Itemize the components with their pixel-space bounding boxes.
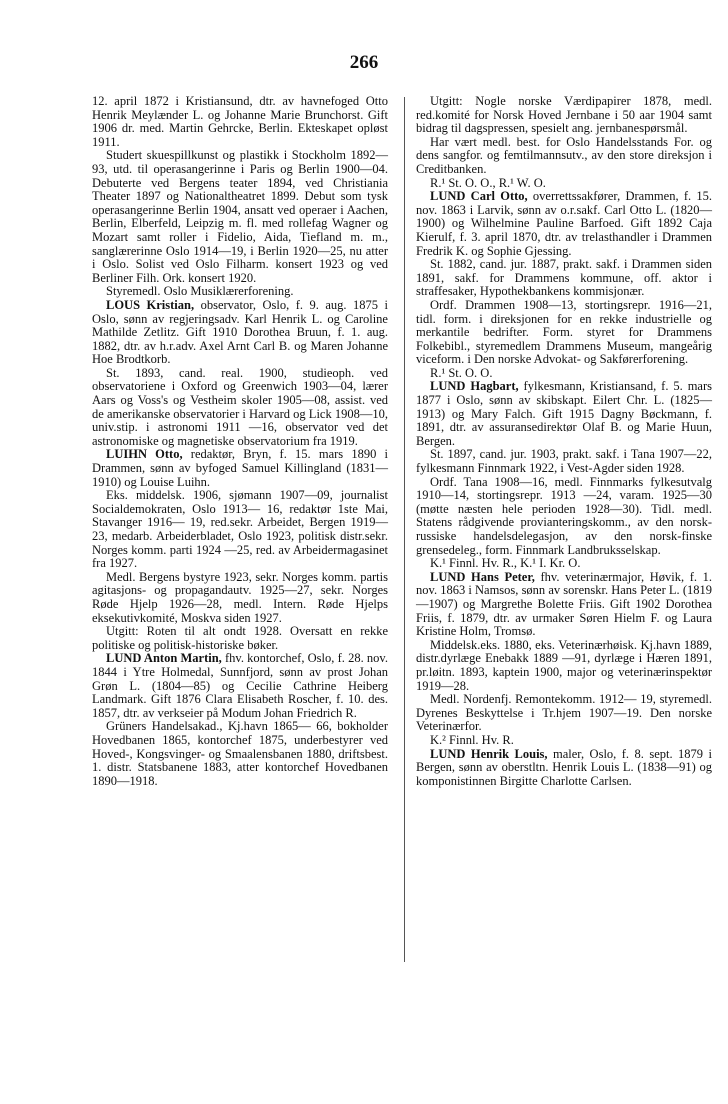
paragraph: Medl. Bergens bystyre 1923, sekr. Norges komm. partis agitasjons- og propagandautv. 1925—27, sekr. Norges Røde Hjelp 1926—28, medl. Intern. Røde Hjelps eksekutivkomité, Moskva siden 1927. [92, 569, 388, 625]
paragraph: Ordf. Tana 1908—16, medl. Finnmarks fylkesutvalg 1910—14, stortingsrepr. 1913 —24, varam. 1925—30 (møtte næsten hele perioden 1928—30). Tidl. medl. Statens rådgivende provianteringskomm., av den norsk-russiske handelsdelegasjon, av den norsk-finske grensedeleg., form. Finnmark Landbruksselskap. [416, 474, 712, 557]
paragraph: Eks. middelsk. 1906, sjømann 1907—09, journalist Socialdemokraten, Oslo 1913— 16, redaktør 1ste Mai, Stavanger 1916— 19, red.sekr. Arbeidet, Bergen 1919—23, medarb. Arbeiderbladet, Oslo 1923, politisk distr.sekr. Norges komm. parti 1924 —25, red. av Arbeidermagasinet fra 1927. [92, 488, 388, 571]
entry-text: fhv. veterinærmajor, Høvik, f. 1. nov. 1863 i Namsos, sønn av sorenskr. Hans Peter L. (1819 —1907) og Margrethe Bolette Friis. Gift 1902 Dorothea Friis, f. 1879, dtr. av urmaker Søren Hielm F. og Laura Kristine Holm, Tromsø. [416, 569, 712, 639]
paragraph: R.¹ St. O. O., R.¹ W. O. [430, 175, 546, 190]
paragraph: St. 1893, cand. real. 1900, studieoph. ved observatoriene i Oxford og Greenwich 1903—04, lærer Aars og Voss's og Vestheim skoler 1905—08, assist. ved de amerikanske observatorier i Harvard og Lick 1908—10, univ.stip. i astronomi 1911 —16, observator ved det astronomiske og magnetiske observatorium fra 1919. [92, 365, 388, 448]
paragraph: Grüners Handelsakad., Kj.havn 1865— 66, bokholder Hovedbanen 1865, kontorchef 1875, underbestyrer ved Hoved-, Kongsvinger- og Smaalensbanen 1880, driftsbest. 1. distr. Statsbanene 1883, atter kontorchef Hovedbanen 1890—1918. [92, 719, 388, 788]
biography-entry [92, 448, 388, 489]
entry-text: maler, Oslo, f. 8. sept. 1879 i Bergen, sønn av oberstltn. Henrik Louis L. (1838—91) og komponistinnen Birgitte Charlotte Carlsen. [416, 746, 712, 788]
paragraph: Styremedl. Oslo Musiklærerforening. [106, 284, 294, 299]
biography-entry [92, 652, 388, 720]
paragraph: Utgitt: Roten til alt ondt 1928. Oversatt en rekke politiske og politisk-historiske bøker. [92, 624, 388, 652]
paragraph: Har vært medl. best. for Oslo Handelsstands For. og dens sangfor. og femtilmannsutv., av den store direksjon i Creditbanken. [416, 134, 712, 176]
paragraph: Ordf. Drammen 1908—13, stortingsrepr. 1916—21, tidl. form. i direksjonen for en rekke industrielle og merkantile bedrifter. Form. styret for Drammens Folkebibl., styremedlem Drammens Museum, mangeårig viceform. i Den norske Advokat- og Sakførerforening. [416, 297, 712, 367]
biography-entry [416, 571, 712, 639]
entry-text: fylkesmann, Kristiansand, f. 5. mars 1877 i Oslo, sønn av skibskapt. Eilert Chr. L. (1825—1913) og Mary Falch. Gift 1915 Dagny Bøckmann, f. 1891, dtr. av assuransedirektør Olaf B. og Marie Huun, Bergen. [416, 379, 712, 448]
biography-entry [416, 190, 712, 258]
paragraph: Studert skuespillkunst og plastikk i Stockholm 1892—93, utd. til operasangerinne i Paris og Berlin 1900—04. Debuterte ved Bergens teater 1894, ved Christiania Theater 1897 og Nationaltheatret 1899. Debut som tysk operasangerinne Berlin 1904, ansatt ved operaer i Aachen, Berlin, Elberfeld, Leipzig m. fl. med rollefag Wagner og Mozart samt roller i Fidelio, Aida, Tiefland m. m., sanglærerinne Oslo 1914—19, i Berlin 1920—25, nu atter i Oslo. Solist ved Oslo Filharm. konsert 1923 og ved Berliner Filh. Ork. konsert 1920. [92, 148, 388, 285]
paragraph: K.¹ Finnl. Hv. R., K.¹ I. Kr. O. [430, 556, 581, 571]
column-divider [404, 97, 405, 962]
entry-text: observator, Oslo, f. 9. aug. 1875 i Oslo, sønn av regjeringsadv. Karl Henrik L. og Caroline Mathilde Zetlitz. Gift 1910 Dorothea Bruun, f. 1. aug. 1882, dtr. av h.r.adv. Axel Arnt Carl B. og Maren Johanne Hoe Brodtkorb. [92, 297, 388, 367]
entry-name: LUND Henrik Louis, [430, 746, 548, 761]
left-column [92, 95, 388, 788]
paragraph: Utgitt: Nogle norske Værdipapirer 1878, medl. red.komité for Norsk Hoved Jernbane i 50 aar 1904 samt bidrag til dagspressen, spesielt ang. jernbanespørsmål. [416, 94, 712, 136]
entry-text: redaktør, Bryn, f. 15. mars 1890 i Drammen, sønn av byfoged Samuel Killingland (1831—1910) og Louise Luihn. [92, 447, 388, 489]
entry-name: LUND Hans Peter, [430, 569, 535, 584]
biography-entry [416, 748, 712, 789]
continued-paragraph: 12. april 1872 i Kristiansund, dtr. av havnefoged Otto Henrik Meylænder L. og Johanne Marie Brunchorst. Gift 1906 dr. med. Martin Gehrcke, Berlin. Ekteskapet opløst 1911. [92, 94, 388, 149]
entry-name: LUND Anton Martin, [106, 651, 222, 666]
entry-text: overrettssakfører, Drammen, f. 15. nov. 1863 i Larvik, sønn av o.r.sakf. Carl Otto L. (1820—1900) og Wilhelmine Pauline Barfoed. Gift 1892 Caja Kierulf, f. 3. april 1870, dtr. av trelasthandler i Drammen Fredrik K. og Sophie Gjessing. [416, 189, 713, 258]
biography-entry [416, 380, 712, 448]
biography-entry [92, 299, 388, 367]
right-column [416, 95, 712, 788]
entry-name: LUIHN Otto, [106, 447, 183, 462]
entry-name: LUND Hagbart, [430, 379, 519, 394]
entry-name: LOUS Kristian, [106, 297, 195, 312]
paragraph: St. 1882, cand. jur. 1887, prakt. sakf. i Drammen siden 1891, sakf. for Drammens kommune, off. aktor i straffesaker, Hypothekbankens kommisjonær. [416, 257, 712, 299]
paragraph: R.¹ St. O. O. [430, 365, 493, 380]
paragraph: Medl. Nordenfj. Remontekomm. 1912— 19, styremedl. Dyrenes Beskyttelse i Tr.hjem 1907—19. Den norske Veterinærfor. [416, 692, 712, 734]
paragraph: Middelsk.eks. 1880, eks. Veterinærhøisk. Kj.havn 1889, distr.dyrlæge Enebakk 1889 —91, dyrlæge i Hæren 1891, pr.løitn. 1893, kaptein 1900, major og veterinærinspektør 1919—28. [416, 637, 712, 693]
entry-text: fhv. kontorchef, Oslo, f. 28. nov. 1844 i Ytre Holmedal, Sunnfjord, sønn av prost Johan Grøn L. (1804—85) og Cecilie Cathrine Heiberg Landmark. Gift 1876 Clara Elisabeth Roscher, f. 10. des. 1857, dtr. av verkseier på Modum Johan Friedrich R. [92, 651, 388, 720]
paragraph: K.² Finnl. Hv. R. [430, 732, 514, 747]
paragraph: St. 1897, cand. jur. 1903, prakt. sakf. i Tana 1907—22, fylkesmann Finnmark 1922, i Vest-Agder siden 1928. [416, 447, 712, 476]
entry-name: LUND Carl Otto, [430, 189, 528, 204]
page-number: 266 [349, 52, 379, 73]
